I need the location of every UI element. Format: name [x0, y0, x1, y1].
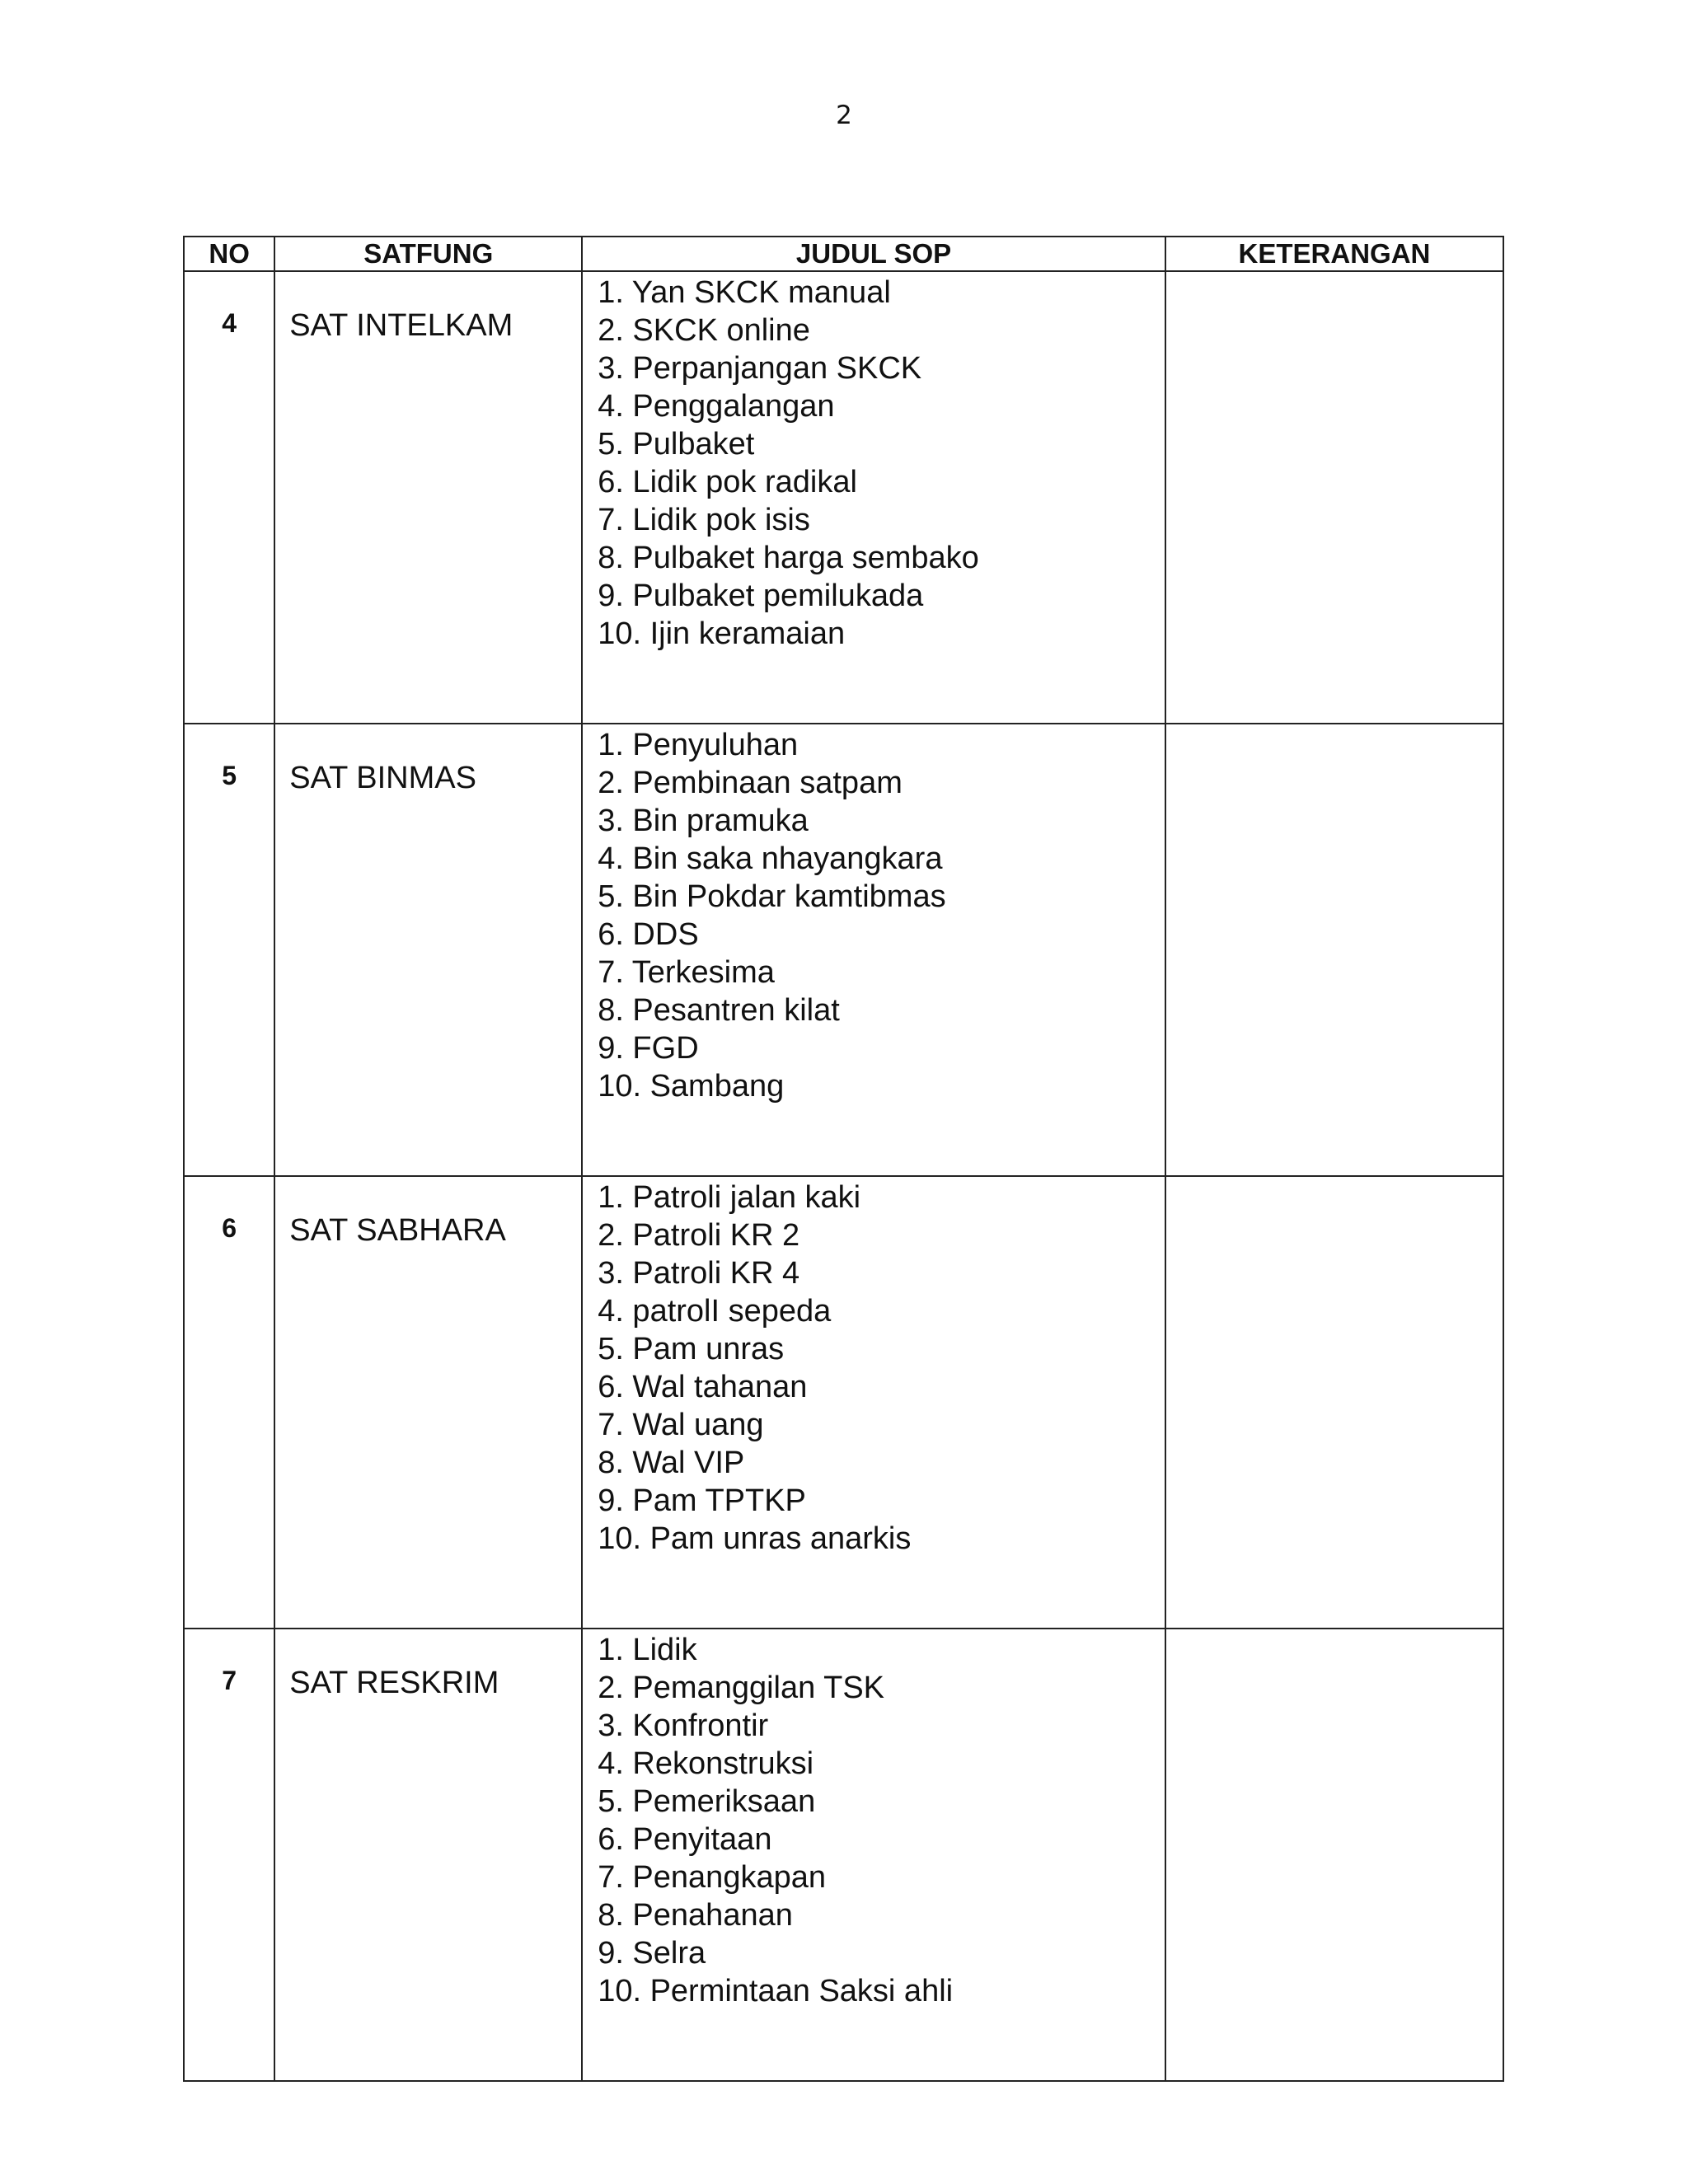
list-item: 5. Pam unras	[598, 1332, 785, 1366]
row-no: 6	[184, 1176, 274, 1629]
row-judul-sop	[582, 724, 1165, 1176]
list-item: 4. Penggalangan	[598, 389, 835, 424]
row-no: 7	[184, 1629, 274, 2081]
row-judul-sop	[582, 1176, 1165, 1629]
header-keterangan: KETERANGAN	[1165, 237, 1503, 271]
list-item: 2. Pemanggilan TSK	[598, 1671, 885, 1705]
list-item: 9. Pam TPTKP	[598, 1483, 806, 1518]
list-item: 10. Ijin keramaian	[598, 616, 846, 651]
list-item: 8. Wal VIP	[598, 1446, 745, 1480]
list-item: 9. Pulbaket pemilukada	[598, 579, 924, 613]
list-item: 10. Pam unras anarkis	[598, 1521, 912, 1556]
list-item: 6. Lidik pok radikal	[598, 465, 857, 499]
list-item: 7. Terkesima	[598, 955, 775, 990]
list-item: 3. Konfrontir	[598, 1708, 769, 1743]
list-item: 6. Wal tahanan	[598, 1370, 808, 1404]
row-satfung: SAT SABHARA	[274, 1176, 582, 1629]
header-satfung: SATFUNG	[274, 237, 582, 271]
list-item: 2. Patroli KR 2	[598, 1218, 800, 1253]
row-keterangan	[1165, 271, 1503, 724]
list-item: 3. Perpanjangan SKCK	[598, 351, 922, 386]
list-item: 1. Penyuluhan	[598, 728, 799, 762]
table-row	[184, 1629, 1503, 2081]
list-item: 10. Permintaan Saksi ahli	[598, 1974, 954, 2008]
row-satfung: SAT INTELKAM	[274, 271, 582, 724]
header-judul-sop: JUDUL SOP	[582, 237, 1165, 271]
list-item: 4. Bin saka nhayangkara	[598, 841, 943, 876]
list-item: 9. FGD	[598, 1031, 699, 1066]
list-item: 3. Patroli KR 4	[598, 1256, 800, 1291]
list-item: 2. SKCK online	[598, 313, 810, 348]
row-keterangan	[1165, 724, 1503, 1176]
list-item: 5. Pemeriksaan	[598, 1784, 816, 1819]
sop-list	[598, 726, 1165, 1105]
table-row	[184, 724, 1503, 1176]
sop-list	[598, 1631, 1165, 2010]
sop-list	[598, 274, 1165, 653]
row-keterangan	[1165, 1629, 1503, 2081]
list-item: 4. patrolI sepeda	[598, 1294, 832, 1329]
list-item: 7. Lidik pok isis	[598, 503, 810, 537]
list-item: 10. Sambang	[598, 1069, 785, 1104]
list-item: 1. Yan SKCK manual	[598, 275, 891, 310]
list-item: 3. Bin pramuka	[598, 804, 809, 838]
row-keterangan	[1165, 1176, 1503, 1629]
row-no: 5	[184, 724, 274, 1176]
table-row	[184, 271, 1503, 724]
list-item: 4. Rekonstruksi	[598, 1746, 814, 1781]
row-no: 4	[184, 271, 274, 724]
page-number: 2	[836, 101, 852, 130]
header-no: NO	[184, 237, 274, 271]
list-item: 7. Wal uang	[598, 1408, 764, 1442]
header-row	[184, 237, 1503, 271]
list-item: 8. Pulbaket harga sembako	[598, 541, 979, 575]
list-item: 6. DDS	[598, 917, 699, 952]
sop-list	[598, 1179, 1165, 1558]
row-judul-sop	[582, 1629, 1165, 2081]
list-item: 1. Lidik	[598, 1633, 697, 1667]
table-row	[184, 1176, 1503, 1629]
list-item: 9. Selra	[598, 1936, 706, 1971]
row-satfung: SAT BINMAS	[274, 724, 582, 1176]
list-item: 1. Patroli jalan kaki	[598, 1180, 861, 1215]
list-item: 5. Bin Pokdar kamtibmas	[598, 879, 946, 914]
row-satfung: SAT RESKRIM	[274, 1629, 582, 2081]
list-item: 6. Penyitaan	[598, 1822, 772, 1857]
table-body	[184, 271, 1503, 2081]
list-item: 5. Pulbaket	[598, 427, 755, 462]
list-item: 8. Penahanan	[598, 1898, 793, 1933]
row-judul-sop	[582, 271, 1165, 724]
list-item: 7. Penangkapan	[598, 1860, 826, 1895]
list-item: 8. Pesantren kilat	[598, 993, 840, 1028]
list-item: 2. Pembinaan satpam	[598, 766, 903, 800]
sop-table	[183, 236, 1504, 2082]
table-header	[184, 237, 1503, 271]
